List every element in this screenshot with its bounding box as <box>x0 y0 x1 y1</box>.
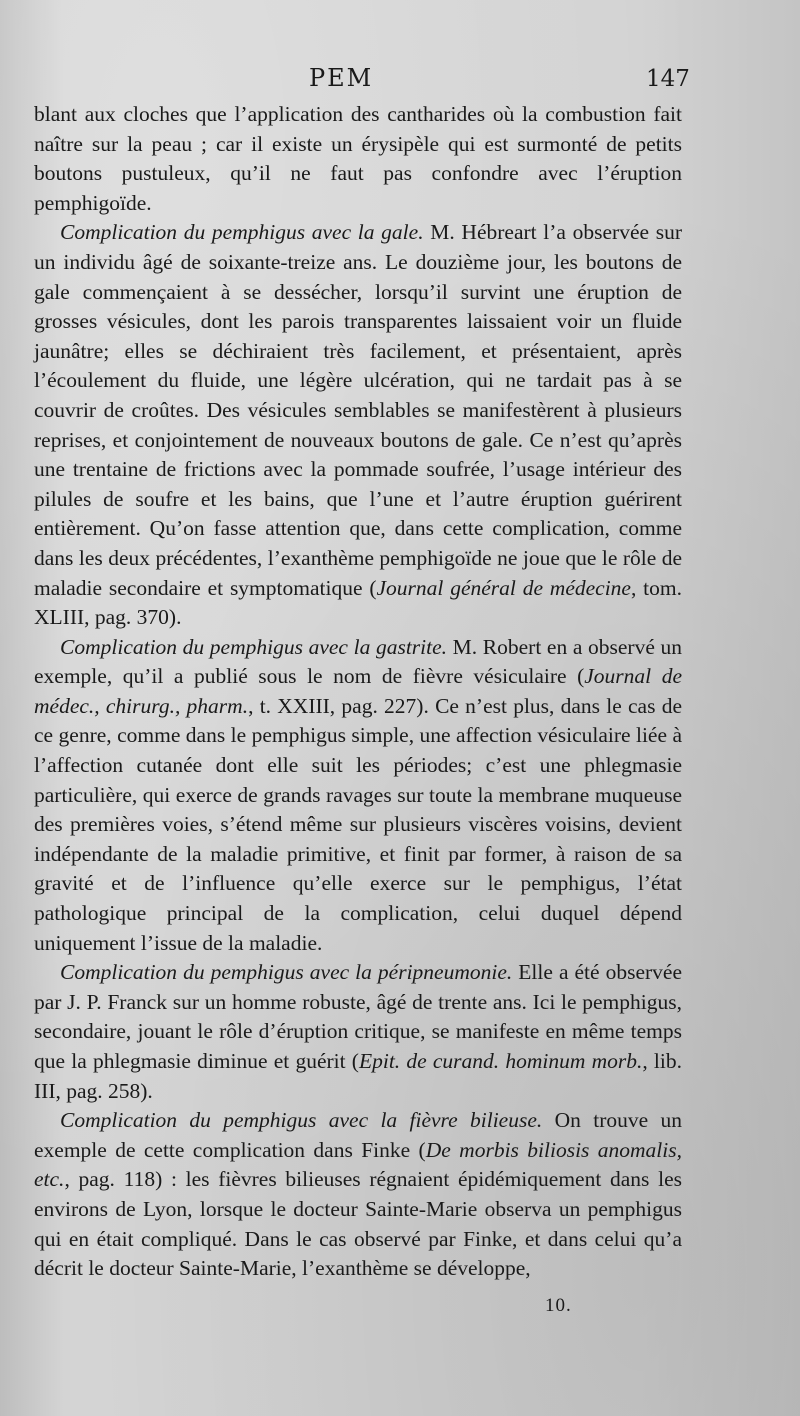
paragraph-peripneumonie <box>34 958 682 1106</box>
citation-title: Epit. de curand. hominum morb. <box>358 1049 643 1073</box>
signature-mark: 10. <box>545 1295 572 1316</box>
paragraph-gastrite <box>34 633 682 959</box>
running-head: PEM <box>309 64 374 92</box>
paragraph-text-tail: , tom. XLIII, pag. 370). <box>34 575 682 630</box>
paragraph-text-tail: , t. XXIII, pag. 227). Ce n’est plus, dans le cas de ce genre, comme dans le pemphigus simple, une affection vésiculaire liée à l’affection cutanée dont elle suit les périodes; c’est une phlegmasie particulière, qui exerce de grands ravages sur toute la membrane muqueuse des premières voies, s’étend même sur plusieurs viscères voisins, devient indépendante de la maladie primitive, et finit par former, à raison de sa gravité et de l’influence qu’elle exerce sur le pemphigus, l’état pathologique principal de la complication, celui duquel dépend uniquement l’issue de la maladie. <box>34 693 682 955</box>
section-heading: Complication du pemphigus avec la gastrite. <box>60 634 448 659</box>
citation-title: Journal général de médecine <box>376 575 631 600</box>
paragraph-text: M. Hébreart l’a observée sur un individu âgé de soixante-treize ans. Le douzième jour, les boutons de gale commençaient à se dessécher, lorsqu’il survint une éruption de grosses vésicules, dont les parois transparentes laissaient voir un fluide jaunâtre; elles se déchiraient très facilement, et présentaient, après l’écoulement du fluide, une légère ulcération, qui ne tardait pas à se couvrir de croûtes. Des vésicules semblables se manifestèrent à plusieurs reprises, et conjointement de nouveaux boutons de gale. Ce n’est qu’après une trentaine de frictions avec la pommade soufrée, l’usage intérieur des pilules de soufre et les bains, que l’une et l’autre éruption guérirent entièrement. Qu’on fasse attention que, dans cette complication, comme dans les deux précédentes, l’exanthème pemphigoïde ne joue que le rôle de maladie secondaire et symptomatique ( <box>34 220 683 600</box>
section-heading: Complication du pemphigus avec la gale. <box>60 220 424 245</box>
paragraph-text: blant aux cloches que l’application des cantharides où la combustion fait naître sur la peau ; car il existe un érysipèle qui est surmonté de petits boutons pustuleux, qu’il ne faut pas confondre avec l’éruption pemphigoïde. <box>34 102 682 215</box>
section-heading: Complication du pemphigus avec la péripneumonie. <box>60 960 513 985</box>
paragraph-text: M. Robert en a observé un exemple, qu’il a publié sous le nom de fièvre vésiculaire ( <box>34 634 683 689</box>
paragraph-text: On trouve un exemple de cette complication dans Finke ( <box>34 1108 682 1162</box>
paragraph-fievre-bilieuse <box>34 1106 682 1284</box>
citation-title: Journal de médec., chirurg., pharm. <box>34 664 682 718</box>
paragraph-continuation <box>34 100 682 218</box>
section-heading: Complication du pemphigus avec la fièvre bilieuse. <box>60 1108 543 1133</box>
body-text <box>34 100 682 1284</box>
page-header <box>34 64 690 96</box>
paragraph-text-tail: , pag. 118) : les fièvres bilieuses régnaient épidémiquement dans les environs de Lyon, lorsque le docteur Sainte-Marie observa un pemphigus qui en était compliqué. Dans le cas observé par Finke, et dans celui qu’a décrit le docteur Sainte-Marie, l’exanthème se développe, <box>34 1167 682 1281</box>
citation-title: De morbis biliosis anomalis, etc. <box>34 1137 683 1192</box>
paragraph-gale <box>34 218 682 632</box>
page-number: 147 <box>646 66 690 92</box>
paragraph-text: Elle a été observée par J. P. Franck sur un homme robuste, âgé de trente ans. Ici le pemphigus, secondaire, jouant le rôle d’éruption critique, se manifeste en même temps que la phlegmasie diminue et guérit ( <box>34 960 682 1073</box>
paragraph-text-tail: , lib. III, pag. 258). <box>34 1049 683 1103</box>
